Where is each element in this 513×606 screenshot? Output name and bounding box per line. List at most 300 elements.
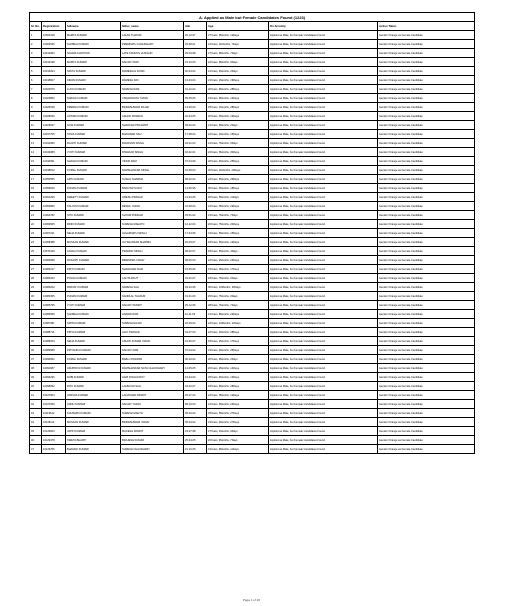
- table-cell: RASANTI KUMARI: [66, 256, 121, 265]
- column-header: Sl. No.: [30, 22, 42, 31]
- table-cell: Gender Change as Female Candidate: [378, 166, 475, 175]
- table-cell: Applied as Male, but Female Candidates Found: [269, 94, 378, 103]
- table-cell: ASHOK PASWAN: [121, 112, 184, 121]
- table-cell: 1: [30, 31, 42, 40]
- table-cell: 10128112: [42, 418, 66, 427]
- table-cell: Applied as Male, but Female Candidates Found: [269, 229, 378, 238]
- table-cell: NAGMA KHATOON: [66, 49, 121, 58]
- table-cell: 20Years, 11Months, 22Days: [207, 166, 269, 175]
- table-cell: SURESH MAHTO: [121, 409, 184, 418]
- table-cell: HARI KISHAN ROY: [121, 373, 184, 382]
- table-cell: 05-02-02: [184, 175, 207, 184]
- table-cell: 10067221: [42, 229, 66, 238]
- table-cell: 10059629: [42, 184, 66, 193]
- table-cell: Applied as Male, but Female Candidates Found: [269, 373, 378, 382]
- column-header: fullname: [66, 22, 121, 31]
- table-cell: 20Years, 9Months, 28Days: [207, 85, 269, 94]
- table-cell: Gender Change as Female Candidate: [378, 175, 475, 184]
- column-header: Age: [207, 22, 269, 31]
- table-cell: 10043089: [42, 148, 66, 157]
- table-cell: 15-06-07: [184, 337, 207, 346]
- table-cell: 07-04-99: [184, 157, 207, 166]
- table-cell: NEHA KUMARI: [66, 229, 121, 238]
- table-cell: 27: [30, 265, 42, 274]
- table-cell: Applied as Male, but Female Candidates Found: [269, 301, 378, 310]
- table-cell: 10098092: [42, 382, 66, 391]
- table-cell: 10083356: [42, 292, 66, 301]
- table-cell: NARESH SAH: [121, 283, 184, 292]
- table-cell: LALAN THAKUR: [121, 31, 184, 40]
- table-cell: 16: [30, 166, 42, 175]
- table-cell: 10004645: [42, 40, 66, 49]
- table-row: [30, 40, 475, 49]
- table-cell: 21Years, 0Months, 22Days: [207, 202, 269, 211]
- table-cell: 10091687: [42, 364, 66, 373]
- column-header: father_name: [121, 22, 184, 31]
- table-cell: KALYANI KUMARI: [66, 202, 121, 211]
- table-row: [30, 238, 475, 247]
- table-cell: 27Years, 9Months, 7Days: [207, 49, 269, 58]
- table-cell: SWETA BHARTI: [66, 436, 121, 445]
- table-cell: 27Years, 9Months, 12Days: [207, 31, 269, 40]
- table-cell: 10061299: [42, 193, 66, 202]
- table-cell: RAMESHAL DOND: [121, 67, 184, 76]
- table-cell: 18Years, 7Months, 0Days: [207, 274, 269, 283]
- table-cell: 14-05-95: [184, 184, 207, 193]
- table-cell: Applied as Male, but Female Candidates Found: [269, 427, 378, 436]
- table-cell: 25: [30, 247, 42, 256]
- table-cell: Gender Change as Female Candidate: [378, 445, 475, 454]
- table-cell: 26: [30, 256, 42, 265]
- table-cell: Applied as Male, but Female Candidates Found: [269, 265, 378, 274]
- table-cell: 20Years, 7Months, 20Days: [207, 220, 269, 229]
- table-cell: 23-07-98: [184, 427, 207, 436]
- table-cell: 10048812: [42, 166, 66, 175]
- table-cell: NANDLAL THAKUR: [121, 292, 184, 301]
- table-cell: PREMNATH CHAUDHARY: [121, 40, 184, 49]
- table-cell: 18Years, 6Months, 28Days: [207, 382, 269, 391]
- table-cell: 17: [30, 175, 42, 184]
- table-cell: 10013294: [42, 67, 66, 76]
- table-cell: RUBI KUMARI: [66, 373, 121, 382]
- table-cell: Applied as Male, but Female Candidates Found: [269, 328, 378, 337]
- table-row: [30, 229, 475, 238]
- table-cell: 10129756: [42, 445, 66, 454]
- table-cell: 10013198: [42, 58, 66, 67]
- table-cell: REWAL YADAV: [121, 202, 184, 211]
- table-cell: 20Years, 3Months, 12Days: [207, 112, 269, 121]
- table-cell: Gender Change as Female Candidate: [378, 319, 475, 328]
- table-cell: 33: [30, 319, 42, 328]
- document-page: [29, 0, 474, 606]
- table-cell: Gender Change as Female Candidate: [378, 94, 475, 103]
- table-cell: Gender Change as Female Candidate: [378, 229, 475, 238]
- table-cell: 10-08-04: [184, 202, 207, 211]
- table-cell: 10087081: [42, 319, 66, 328]
- table-cell: PRIYA KUMARI: [66, 328, 121, 337]
- table-cell: 10050555: [42, 175, 66, 184]
- table-cell: MUKESH PANDIT: [121, 427, 184, 436]
- table-cell: 8: [30, 94, 42, 103]
- table-cell: Gender Change as Female Candidate: [378, 139, 475, 148]
- table-cell: 22: [30, 220, 42, 229]
- table-cell: PRIYANKA KUMARI: [66, 346, 121, 355]
- table-cell: SURESH CHAUDHARY: [121, 445, 184, 454]
- table-cell: BHAVANI KUMARI: [66, 445, 121, 454]
- table-row: [30, 274, 475, 283]
- table-cell: 10086659: [42, 310, 66, 319]
- table-cell: 14: [30, 148, 42, 157]
- table-row: [30, 58, 475, 67]
- table-cell: Applied as Male, but Female Candidates Found: [269, 292, 378, 301]
- table-cell: Gender Change as Female Candidate: [378, 40, 475, 49]
- table-cell: 03-10-95: [184, 283, 207, 292]
- table-row: [30, 301, 475, 310]
- table-cell: Gender Change as Female Candidate: [378, 112, 475, 121]
- table-cell: Applied as Male, but Female Candidates Found: [269, 382, 378, 391]
- table-row: [30, 85, 475, 94]
- table-cell: Applied as Male, but Female Candidates Found: [269, 175, 378, 184]
- table-cell: SHASHI KUMARI: [66, 157, 121, 166]
- table-cell: 20: [30, 202, 42, 211]
- table-cell: 05-04-02: [184, 418, 207, 427]
- table-cell: 21-10-05: [184, 445, 207, 454]
- table-cell: 22Years, 6Months, 26Days: [207, 175, 269, 184]
- table-cell: 10088711: [42, 328, 66, 337]
- table-cell: 10089589: [42, 346, 66, 355]
- candidates-table: [29, 12, 475, 454]
- table-cell: ANUPRIYA KUMARI: [66, 364, 121, 373]
- table-cell: Gender Change as Female Candidate: [378, 418, 475, 427]
- table-row: [30, 436, 475, 445]
- table-cell: 11: [30, 121, 42, 130]
- table-cell: Gender Change as Female Candidate: [378, 400, 475, 409]
- table-cell: 23Years, 4Months, 25Days: [207, 346, 269, 355]
- table-cell: Applied as Male, but Female Candidates Found: [269, 445, 378, 454]
- table-cell: Applied as Male, but Female Candidates Found: [269, 283, 378, 292]
- table-cell: 45: [30, 427, 42, 436]
- table-cell: RITU KUMARI: [66, 382, 121, 391]
- table-cell: 14-06-00: [184, 103, 207, 112]
- table-cell: 08-06-03: [184, 256, 207, 265]
- table-cell: 04-07-03: [184, 328, 207, 337]
- table-cell: 10-11-03: [184, 310, 207, 319]
- table-row: [30, 184, 475, 193]
- table-cell: 44: [30, 418, 42, 427]
- table-cell: 18Years, 2Months, 17Days: [207, 337, 269, 346]
- table-cell: Applied as Male, but Female Candidates Found: [269, 337, 378, 346]
- table-cell: 10119512: [42, 409, 66, 418]
- table-cell: MAMTA KUMARI: [66, 58, 121, 67]
- table-cell: 6: [30, 76, 42, 85]
- table-cell: 40: [30, 382, 42, 391]
- table-row: [30, 121, 475, 130]
- table-cell: 29-08-01: [184, 40, 207, 49]
- table-cell: PRERNA KUMARI: [66, 103, 121, 112]
- table-cell: 38: [30, 364, 42, 373]
- table-cell: KHUSHBU KUMARI: [66, 409, 121, 418]
- table-cell: 10083262: [42, 283, 66, 292]
- table-cell: 10037705: [42, 130, 66, 139]
- table-cell: 22Years, 1Months, 28Days: [207, 328, 269, 337]
- table-row: [30, 94, 475, 103]
- table-cell: 30-10-04: [184, 355, 207, 364]
- table-cell: 10107864: [42, 391, 66, 400]
- table-cell: Applied as Male, but Female Candidates Found: [269, 310, 378, 319]
- table-cell: Gender Change as Female Candidate: [378, 247, 475, 256]
- table-cell: 25Years, 5Months, 27Days: [207, 409, 269, 418]
- table-cell: Applied as Male, but Female Candidates Found: [269, 103, 378, 112]
- table-cell: 20Years, 2Months, 14Days: [207, 364, 269, 373]
- table-cell: Applied as Male, but Female Candidates Found: [269, 202, 378, 211]
- table-cell: BINDESHWARI RAJAK: [121, 103, 184, 112]
- table-cell: ANTIMA KUMARI: [66, 112, 121, 121]
- table-row: [30, 103, 475, 112]
- table-cell: PUNAM KUMARI: [66, 184, 121, 193]
- table-cell: RAMESH RAY: [121, 76, 184, 85]
- table-cell: 10083795: [42, 301, 66, 310]
- table-cell: Gender Change as Female Candidate: [378, 220, 475, 229]
- table-cell: 19Years, 9Months, 11Days: [207, 445, 269, 454]
- table-row: [30, 409, 475, 418]
- table-cell: 15-10-00: [184, 58, 207, 67]
- table-row: [30, 319, 475, 328]
- table-cell: Gender Change as Female Candidate: [378, 391, 475, 400]
- table-cell: 23: [30, 229, 42, 238]
- table-row: [30, 130, 475, 139]
- table-cell: 22Years, 1Months, 15Days: [207, 130, 269, 139]
- table-cell: LALITA RAUT: [121, 274, 184, 283]
- table-cell: Gender Change as Female Candidate: [378, 436, 475, 445]
- table-cell: 10012993: [42, 49, 66, 58]
- table-cell: Applied as Male, but Female Candidates Found: [269, 211, 378, 220]
- table-cell: 10068388: [42, 238, 66, 247]
- table-cell: 10041083: [42, 139, 66, 148]
- table-cell: SHIKHA KUMARI: [66, 94, 121, 103]
- table-cell: 09-02-04: [184, 121, 207, 130]
- table-cell: 26Years, 4Months, 25Days: [207, 157, 269, 166]
- table-cell: Gender Change as Female Candidate: [378, 283, 475, 292]
- table-cell: 22Years, 0Months, 12Days: [207, 391, 269, 400]
- table-cell: SANJAY RAM: [121, 346, 184, 355]
- table-cell: 05-05-06: [184, 94, 207, 103]
- table-cell: 19: [30, 193, 42, 202]
- table-cell: 10066665: [42, 220, 66, 229]
- table-title: A. Applied as Male but Female Candidates Found (1223): [30, 13, 475, 22]
- table-cell: Gender Change as Female Candidate: [378, 211, 475, 220]
- table-row: [30, 202, 475, 211]
- table-row: [30, 247, 475, 256]
- table-cell: Applied as Male, but Female Candidates Found: [269, 418, 378, 427]
- table-cell: SHANKHAR RAM: [121, 265, 184, 274]
- table-cell: 20-12-97: [184, 31, 207, 40]
- table-cell: 7: [30, 85, 42, 94]
- table-cell: MAMTA KUMARI: [66, 31, 121, 40]
- table-cell: PARVATI KUMARI: [66, 283, 121, 292]
- table-cell: 25-12-96: [184, 301, 207, 310]
- table-row: [30, 265, 475, 274]
- table-cell: KIRAN KUMARI: [66, 76, 121, 85]
- table-cell: Applied as Male, but Female Candidates Found: [269, 40, 378, 49]
- table-cell: 10022570: [42, 85, 66, 94]
- table-cell: 22Years, 9Months, 9Days: [207, 58, 269, 67]
- table-cell: 41: [30, 391, 42, 400]
- table-cell: Gender Change as Female Candidate: [378, 85, 475, 94]
- table-cell: 10: [30, 112, 42, 121]
- table-cell: 10093236: [42, 373, 66, 382]
- table-cell: Gender Change as Female Candidate: [378, 355, 475, 364]
- table-cell: 30Years, 10Months, 30Days: [207, 283, 269, 292]
- table-cell: 10090952: [42, 355, 66, 364]
- table-cell: MUSKAN KUMARI: [66, 238, 121, 247]
- table-cell: Gender Change as Female Candidate: [378, 382, 475, 391]
- table-cell: 9: [30, 103, 42, 112]
- table-cell: Applied as Male, but Female Candidates Found: [269, 319, 378, 328]
- table-cell: 19Years, 3Months, 17Days: [207, 265, 269, 274]
- table-cell: Applied as Male, but Female Candidates Found: [269, 274, 378, 283]
- table-cell: BINDESHWARI YADAV: [121, 418, 184, 427]
- table-cell: RINKI KUMARI: [66, 220, 121, 229]
- table-cell: 10082998: [42, 256, 66, 265]
- table-cell: 10018607: [42, 76, 66, 85]
- table-cell: JYOTI KUMARI: [66, 301, 121, 310]
- table-cell: 21Years, 4Months, 2Days: [207, 67, 269, 76]
- table-cell: 21Years, 6Months, 2Days: [207, 121, 269, 130]
- table-cell: Applied as Male, but Female Candidates Found: [269, 256, 378, 265]
- table-cell: 10070349: [42, 247, 66, 256]
- table-cell: 20-04-05: [184, 112, 207, 121]
- table-cell: ASHOK KUMAR YADAV: [121, 337, 184, 346]
- table-cell: 10044991: [42, 157, 66, 166]
- table-cell: 13-03-04: [184, 76, 207, 85]
- table-cell: 21: [30, 211, 42, 220]
- table-cell: 20Years, 9Months, 2Days: [207, 355, 269, 364]
- table-cell: SURESH RAJAK: [121, 319, 184, 328]
- table-cell: Gender Change as Female Candidate: [378, 58, 475, 67]
- table-cell: Applied as Male, but Female Candidates Found: [269, 238, 378, 247]
- table-cell: 31: [30, 301, 42, 310]
- table-cell: SANJAY PURI: [121, 58, 184, 67]
- table-cell: 10064782: [42, 211, 66, 220]
- table-title-row: [30, 13, 475, 22]
- table-cell: 10028630: [42, 112, 66, 121]
- table-cell: 47: [30, 445, 42, 454]
- table-cell: DIWAKAR SINGH: [121, 148, 184, 157]
- table-cell: Applied as Male, but Female Candidates Found: [269, 139, 378, 148]
- table-cell: RAMSHANKAR NATH CHAUDHARY: [121, 364, 184, 373]
- table-cell: Gender Change as Female Candidate: [378, 49, 475, 58]
- table-row: [30, 175, 475, 184]
- table-cell: 01-01-00: [184, 292, 207, 301]
- table-row: [30, 391, 475, 400]
- table-cell: SHOBHA KUMARI: [66, 40, 121, 49]
- table-cell: Gender Change as Female Candidate: [378, 292, 475, 301]
- table-cell: PRAMOD SINGH: [121, 247, 184, 256]
- table-cell: Applied as Male, but Female Candidates Found: [269, 220, 378, 229]
- table-cell: Gender Change as Female Candidate: [378, 103, 475, 112]
- table-cell: BHAGWAN SAH: [121, 130, 184, 139]
- table-cell: Gender Change as Female Candidate: [378, 202, 475, 211]
- table-cell: SHANKAR PRAJAPAT: [121, 121, 184, 130]
- table-cell: Gender Change as Female Candidate: [378, 157, 475, 166]
- table-cell: NIKITA KUMARI: [66, 67, 121, 76]
- table-cell: 01-01-07: [184, 274, 207, 283]
- table-row: [30, 31, 475, 40]
- table-row: [30, 112, 475, 121]
- table-cell: Gender Change as Female Candidate: [378, 301, 475, 310]
- page-footer: Page 1 of 26: [242, 598, 260, 602]
- table-cell: Gender Change as Female Candidate: [378, 265, 475, 274]
- table-row: [30, 292, 475, 301]
- table-cell: VAPPI KUMARI: [66, 427, 121, 436]
- table-cell: LALMOHAN PANDIT: [121, 391, 184, 400]
- table-cell: 14-05-05: [184, 364, 207, 373]
- table-cell: Applied as Male, but Female Candidates Found: [269, 58, 378, 67]
- table-cell: BRAJESH KUMAR: [121, 436, 184, 445]
- table-row: [30, 49, 475, 58]
- table-cell: Applied as Male, but Female Candidates Found: [269, 184, 378, 193]
- table-cell: Gender Change as Female Candidate: [378, 184, 475, 193]
- table-row: [30, 382, 475, 391]
- table-cell: SMITA KUMARI: [66, 319, 121, 328]
- table-cell: NEHA KUMARI: [66, 337, 121, 346]
- table-row: [30, 76, 475, 85]
- table-cell: 21Years, 11Months, 7Days: [207, 40, 269, 49]
- table-cell: JYOTI KUMARI: [66, 148, 121, 157]
- table-cell: 20-09-02: [184, 319, 207, 328]
- table-cell: Gender Change as Female Candidate: [378, 328, 475, 337]
- table-cell: 28Years, 7Months, 7Days: [207, 301, 269, 310]
- table-cell: SHOBHA KUMARI: [66, 310, 121, 319]
- table-cell: JAYSHANKAR SHARMA: [121, 238, 184, 247]
- table-cell: 08-10-03: [184, 400, 207, 409]
- table-cell: ANANDI RAM: [121, 310, 184, 319]
- table-cell: 10025648: [42, 103, 66, 112]
- table-row: [30, 310, 475, 319]
- table-cell: Applied as Male, but Female Candidates Found: [269, 49, 378, 58]
- table-row: [30, 67, 475, 76]
- table-cell: Gender Change as Female Candidate: [378, 373, 475, 382]
- table-cell: 10129478: [42, 436, 66, 445]
- table-cell: 28: [30, 274, 42, 283]
- column-header: dob: [184, 22, 207, 31]
- table-cell: Gender Change as Female Candidate: [378, 427, 475, 436]
- table-cell: VINOD RAM: [121, 157, 184, 166]
- table-cell: Applied as Male, but Female Candidates Found: [269, 346, 378, 355]
- table-cell: Gender Change as Female Candidate: [378, 31, 475, 40]
- table-cell: 10063856: [42, 202, 66, 211]
- table-cell: 4: [30, 58, 42, 67]
- table-cell: VISHWANATH YADAV: [121, 94, 184, 103]
- table-cell: 31Years, 5Months, 15Days: [207, 229, 269, 238]
- table-cell: 2: [30, 40, 42, 49]
- table-cell: SUSHIL SHARMA: [121, 175, 184, 184]
- table-cell: 10107569: [42, 400, 66, 409]
- table-cell: Gender Change as Female Candidate: [378, 148, 475, 157]
- table-cell: 10023852: [42, 94, 66, 103]
- table-cell: 37: [30, 355, 42, 364]
- table-cell: ANNU KUMARI: [66, 400, 121, 409]
- table-cell: 12-12-04: [184, 220, 207, 229]
- table-cell: Applied as Male, but Female Candidates Found: [269, 355, 378, 364]
- table-cell: Gender Change as Female Candidate: [378, 364, 475, 373]
- table-cell: 5: [30, 67, 42, 76]
- table-row: [30, 193, 475, 202]
- table-body: [30, 31, 475, 454]
- table-row: [30, 256, 475, 265]
- table-cell: 17-04-96: [184, 229, 207, 238]
- table-cell: 25-04-05: [184, 436, 207, 445]
